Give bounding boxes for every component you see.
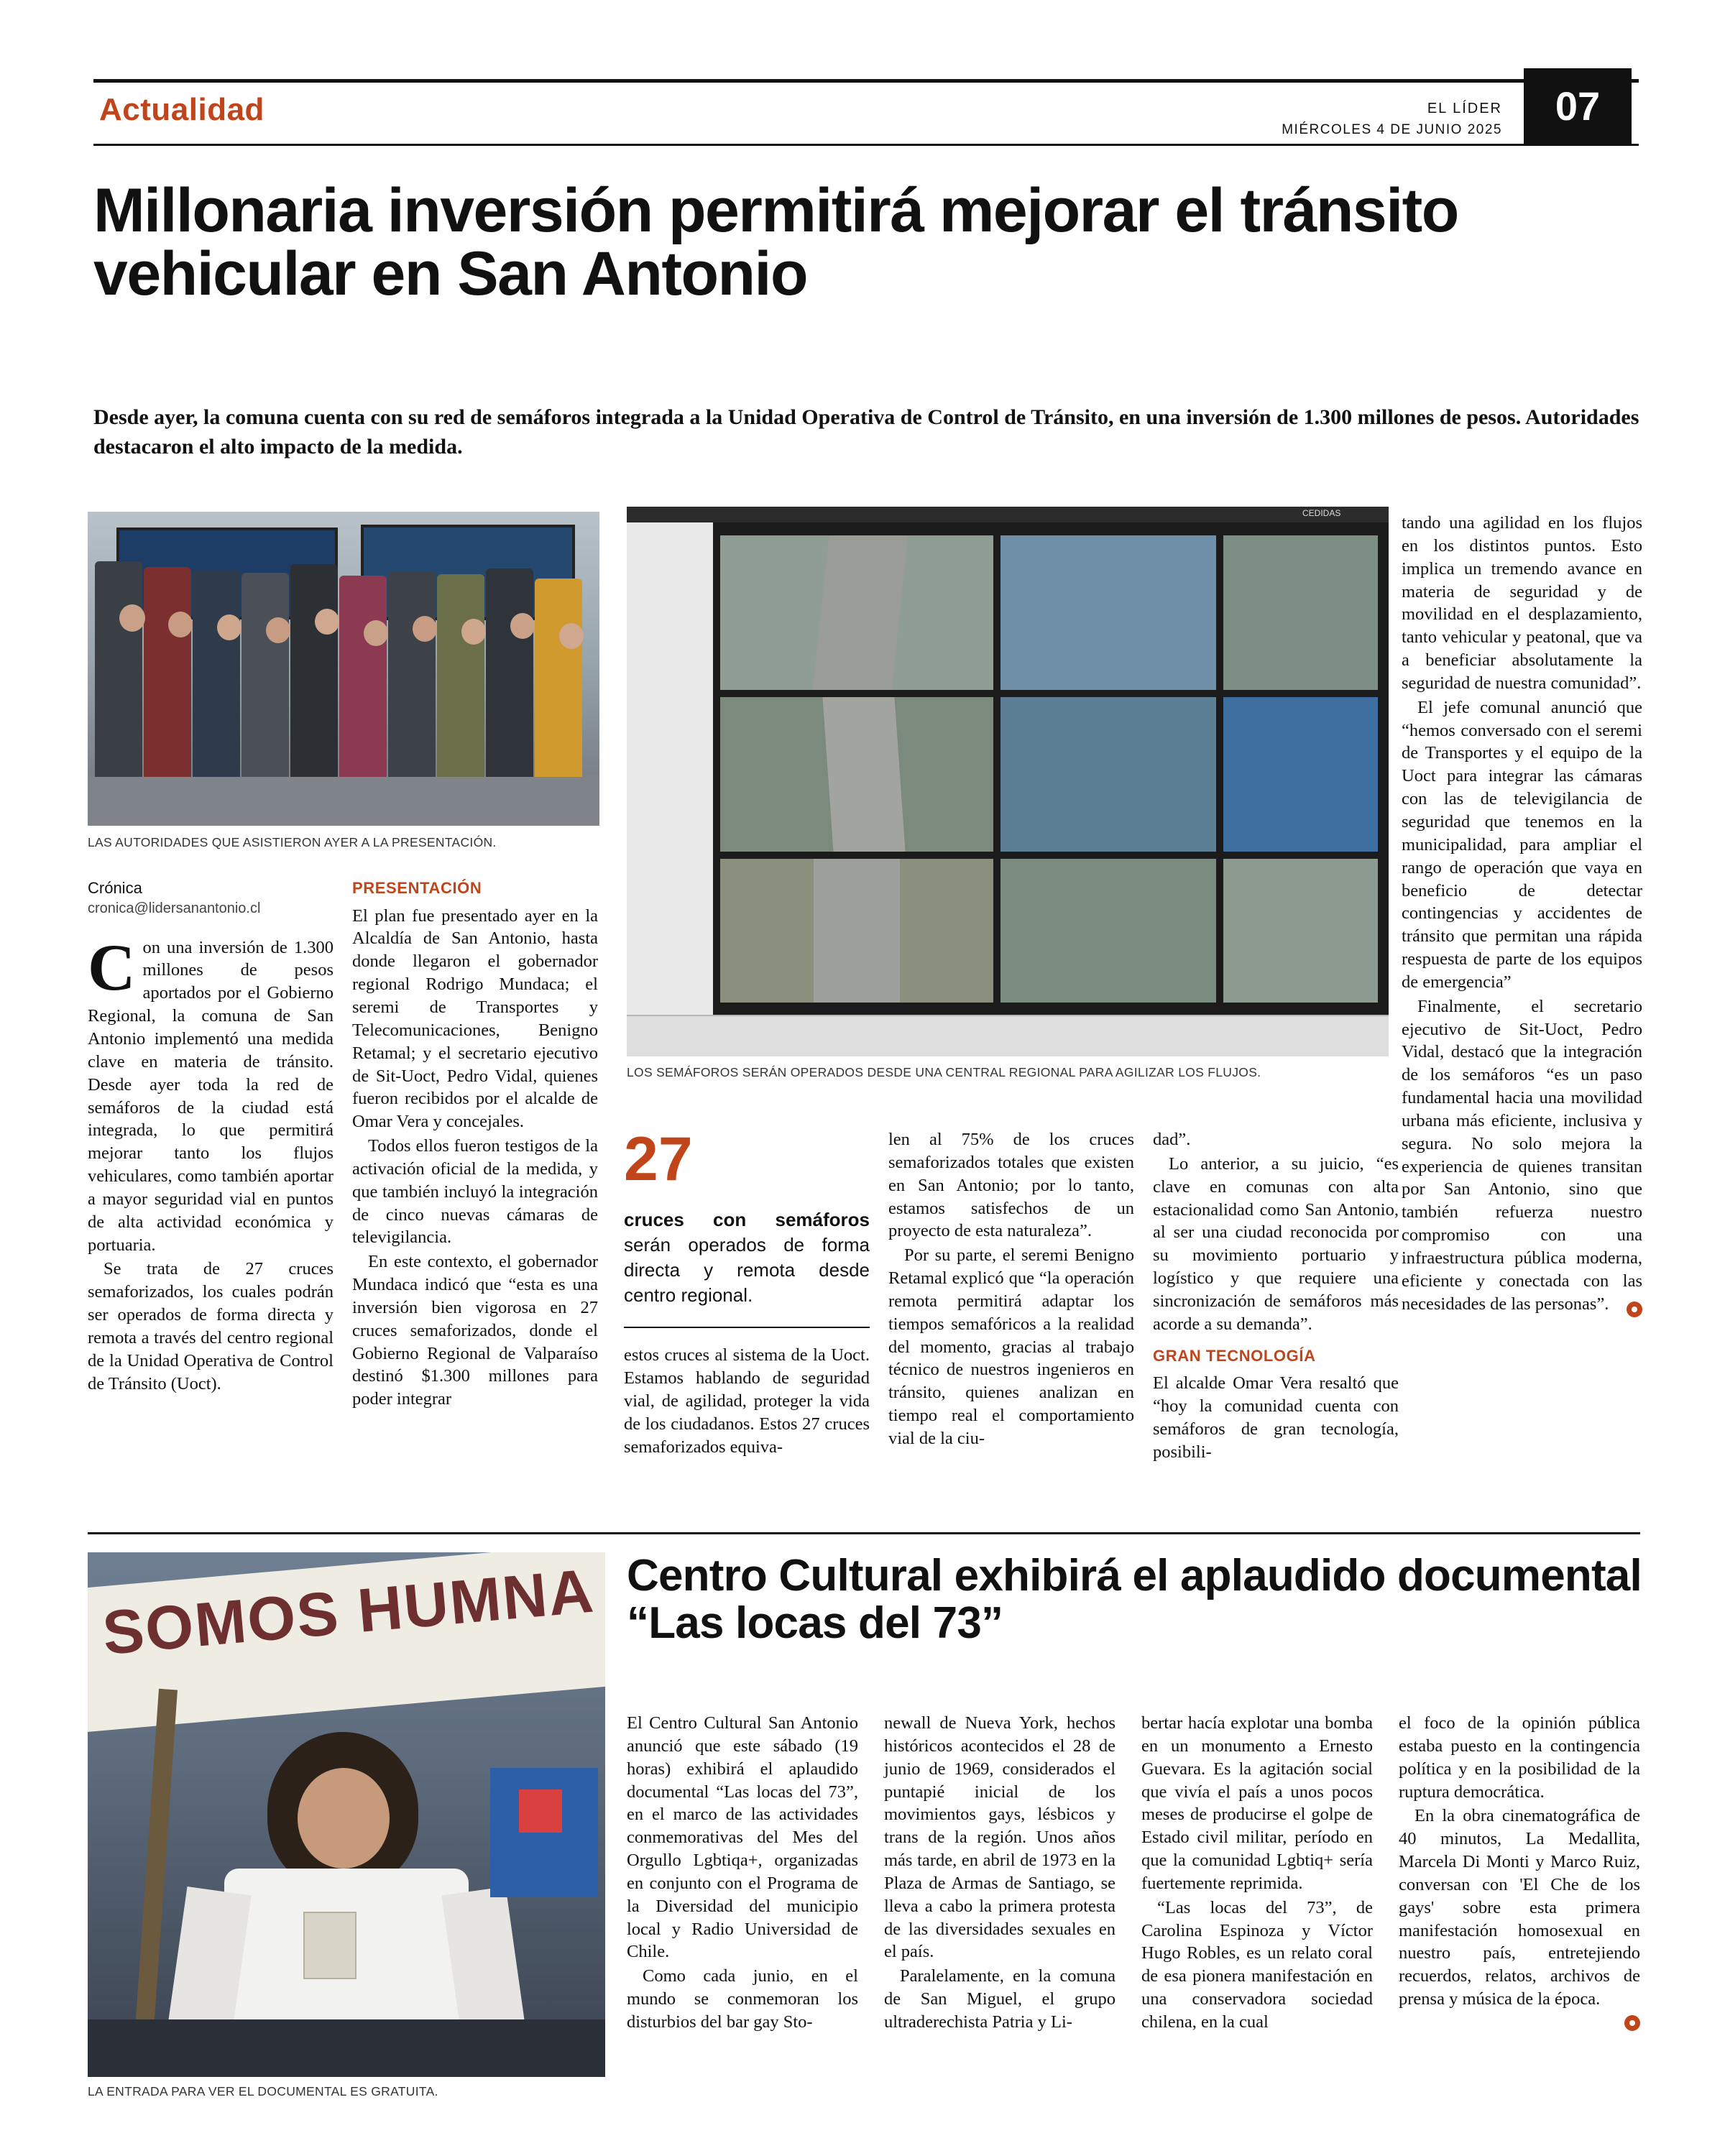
article2-col3: [1141, 1712, 1373, 2035]
article2-photo-caption: LA ENTRADA PARA VER EL DOCUMENTAL ES GRATUITA.: [88, 2084, 438, 2099]
publication-date: MIÉRCOLES 4 DE JUNIO 2025: [1282, 122, 1502, 137]
paragraph: El alcalde Omar Vera resaltó que “hoy la comunidad cuenta con semáforos de gran tecnología, posibili-: [1153, 1373, 1399, 1462]
paragraph: El plan fue presentado ayer en la Alcaldía de San Antonio, hasta donde llegaron el gobernador regional Rodrigo Mundaca; el seremi de Transportes y Telecomunicaciones, Benigno Retamal; y el secretario ejecutivo de Sit-Uoct, Pedro Vidal, quienes fueron recibidos por el alcalde de Omar Vera y concejales.: [352, 906, 598, 1132]
paragraph: newall de Nueva York, hechos históricos acontecidos el 28 de junio de 1969, considerados el puntapié inicial de los movimientos gays, lésbicos y trans de la región. Unos años más tarde, en abril de 1973 en la Plaza de Armas de Santiago, se lleva a cabo la primera protesta de las diversidades sexuales en el país.: [884, 1713, 1116, 1962]
article1-col5: [1153, 1128, 1399, 1465]
article1-col6: [1402, 512, 1642, 1321]
paragraph: dad”.: [1153, 1130, 1191, 1149]
col2-kicker: PRESENTACIÓN: [352, 879, 482, 897]
byline-email: cronica@lidersanantonio.cl: [88, 900, 261, 916]
article1-col1: [88, 878, 334, 1396]
article2-col1: [627, 1712, 858, 2035]
article2-photo-march: [88, 1552, 605, 2077]
paragraph: El Centro Cultural San Antonio anunció que este sábado (19 horas) exhibirá el aplaudido documental “Las locas del 73”, en el marco de las actividades conmemorativas del Mes del Orgullo Lgbtiqa+, organizadas en conjunto con el Programa de la Diversidad del municipio local y Radio Universidad de Chile.: [627, 1713, 858, 1962]
article1-photo-camera-grid: CEDIDAS: [627, 507, 1389, 1056]
paragraph: Con una inversión de 1.300 millones de pesos aportados por el Gobierno Regional, la comuna de San Antonio implementó una medida clave en materia de tránsito. Desde ayer toda la red de semáforos de la ciudad está integrada, lo que permitirá mejorar tanto los flujos vehiculares, como también aportar a mayor seguridad vial en puntos de alta actividad económica y portuaria.: [88, 930, 334, 1255]
col5-kicker: GRAN TECNOLOGÍA: [1153, 1346, 1316, 1365]
paragraph: “Las locas del 73”, de Carolina Espinoza y Víctor Hugo Robles, es un relato coral de esa pionera manifestación en una conservadora sociedad chilena, en la cual: [1141, 1897, 1373, 2032]
paragraph: tando una agilidad en los flujos en los distintos puntos. Esto implica un tremendo avance en materia de seguridad y de movilidad en el desplazamiento, tanto vehicular y peatonal, que va a beneficiar absolutamente la seguridad de nuestra comunidad”.: [1402, 513, 1642, 693]
paragraph: En la obra cinematográfica de 40 minutos, La Medallita, Marcela Di Monti y Marco Ruiz, conversan con 'El Che de los gays' sobre esta primera manifestación homosexual en nuestro país, entretejiendo recuerdos, relatos, archivos de prensa y música de la época.: [1399, 1806, 1640, 2009]
article2-col2: [884, 1712, 1116, 2035]
paragraph: len al 75% de los cruces semaforizados totales que existen en San Antonio; por lo tanto, estamos satisfechos de un proyecto de esta naturaleza”.: [888, 1130, 1134, 1241]
paragraph: En este contexto, el gobernador Mundaca indicó que “esta es una inversión bien vigorosa en 27 cruces semaforizados, donde el Gobierno Regional de Valparaíso destinó $1.300 millones para poder integrar: [352, 1252, 598, 1409]
article1-photo2-caption: LOS SEMÁFOROS SERÁN OPERADOS DESDE UNA CENTRAL REGIONAL PARA AGILIZAR LOS FLUJOS.: [627, 1065, 1261, 1079]
paragraph: bertar hacía explotar una bomba en un monumento a Ernesto Guevara. Es la agitación social que vivía el país a unos pocos meses de producirse el golpe de Estado civil militar, período en que la comunidad Lgbtiq+ sería fuertemente reprimida.: [1141, 1713, 1373, 1893]
paragraph: Finalmente, el secretario ejecutivo de Sit-Uoct, Pedro Vidal, destacó que la integración de los semáforos “es un paso fundamental hacia una movilidad urbana más eficiente, inclusiva y segura. No solo mejora la experiencia de quienes transitan por San Antonio, sino que también refuerza nuestro compromiso con una infraestructura pública moderna, eficiente y conectada con las necesidades de las personas”.: [1402, 996, 1642, 1314]
stat-label-bold: cruces con semáforos: [624, 1209, 870, 1230]
article2-col4: [1399, 1712, 1640, 2035]
article1-lead: Desde ayer, la comuna cuenta con su red de semáforos integrada a la Unidad Operativa de Control de Tránsito, en una inversión de 1.300 millones de pesos. Autoridades destacaron el alto impacto de la medida.: [93, 405, 1639, 459]
article2-headline: Centro Cultural exhibirá el aplaudido documental “Las locas del 73”: [627, 1551, 1642, 1648]
paragraph: Paralelamente, en la comuna de San Miguel, el grupo ultraderechista Patria y Li-: [884, 1966, 1116, 2032]
end-mark-icon: [1627, 1302, 1642, 1317]
paragraph: Por su parte, el seremi Benigno Retamal explicó que “la operación remota permitirá adaptar los tiempos semafóricos a la realidad del momento, gracias al trabajo técnico de nuestros ingenieros en tránsito, quienes analizan en tiempo real el comportamiento vial de la ciu-: [888, 1245, 1134, 1448]
paragraph: Lo anterior, a su juicio, “es clave en comunas con alta estacionalidad como San Antonio, al ser una ciudad reconocida por su movimiento portuario y logístico y que requiere una sincronización de semáforos más acorde a su demanda”.: [1153, 1153, 1399, 1334]
article1-col4: [888, 1128, 1134, 1452]
paragraph: estos cruces al sistema de la Uoct. Estamos hablando de seguridad vial, de agilidad, proteger la vida de los ciudadanos. Estos 27 cruces semaforizados equiva-: [624, 1345, 870, 1457]
article-divider: [88, 1532, 1640, 1534]
stat-label-rest: serán operados de forma directa y remota desde centro regional.: [624, 1234, 870, 1307]
stat-number: 27: [624, 1125, 693, 1194]
paragraph: Se trata de 27 cruces semaforizados, los cuales podrán ser operados de forma directa y remota a través del centro regional de la Unidad Operativa de Control de Tránsito (Uoct).: [88, 1259, 334, 1393]
article1-photo-authorities: [88, 512, 599, 826]
paragraph: El jefe comunal anunció que “hemos conversado con el seremi de Transportes y el equipo de la Uoct para integrar las cámaras con las de televigilancia de seguridad que tenemos en la municipalidad, para ampliar el rango de operación que vaya en beneficio de detectar contingencias y accidentes de tránsito que permitan una rápida respuesta de parte de los equipos de emergencia”: [1402, 697, 1642, 992]
section-title: Actualidad: [99, 92, 264, 127]
paragraph: Como cada junio, en el mundo se conmemoran los disturbios del bar gay Sto-: [627, 1966, 858, 2032]
page-number: 07: [1524, 68, 1632, 144]
byline: Crónica: [88, 879, 142, 897]
paragraph: Todos ellos fueron testigos de la activación oficial de la medida, y que también incluyó la integración de cinco nuevas cámaras de televigilancia.: [352, 1136, 598, 1248]
article1-headline: Millonaria inversión permitirá mejorar el tránsito vehicular en San Antonio: [93, 176, 1458, 308]
end-mark-icon: [1624, 2015, 1640, 2031]
banner-text: SOMOS HUMNA: [100, 1556, 597, 1668]
paragraph: el foco de la opinión pública estaba puesto en la contingencia política y en la posibilidad de la ruptura democrática.: [1399, 1713, 1640, 1802]
paper-name: EL LÍDER: [1427, 101, 1502, 116]
article1-photo1-caption: LAS AUTORIDADES QUE ASISTIERON AYER A LA PRESENTACIÓN.: [88, 835, 497, 849]
article1-col2: [352, 878, 598, 1412]
article1-col3: [624, 1125, 870, 1460]
